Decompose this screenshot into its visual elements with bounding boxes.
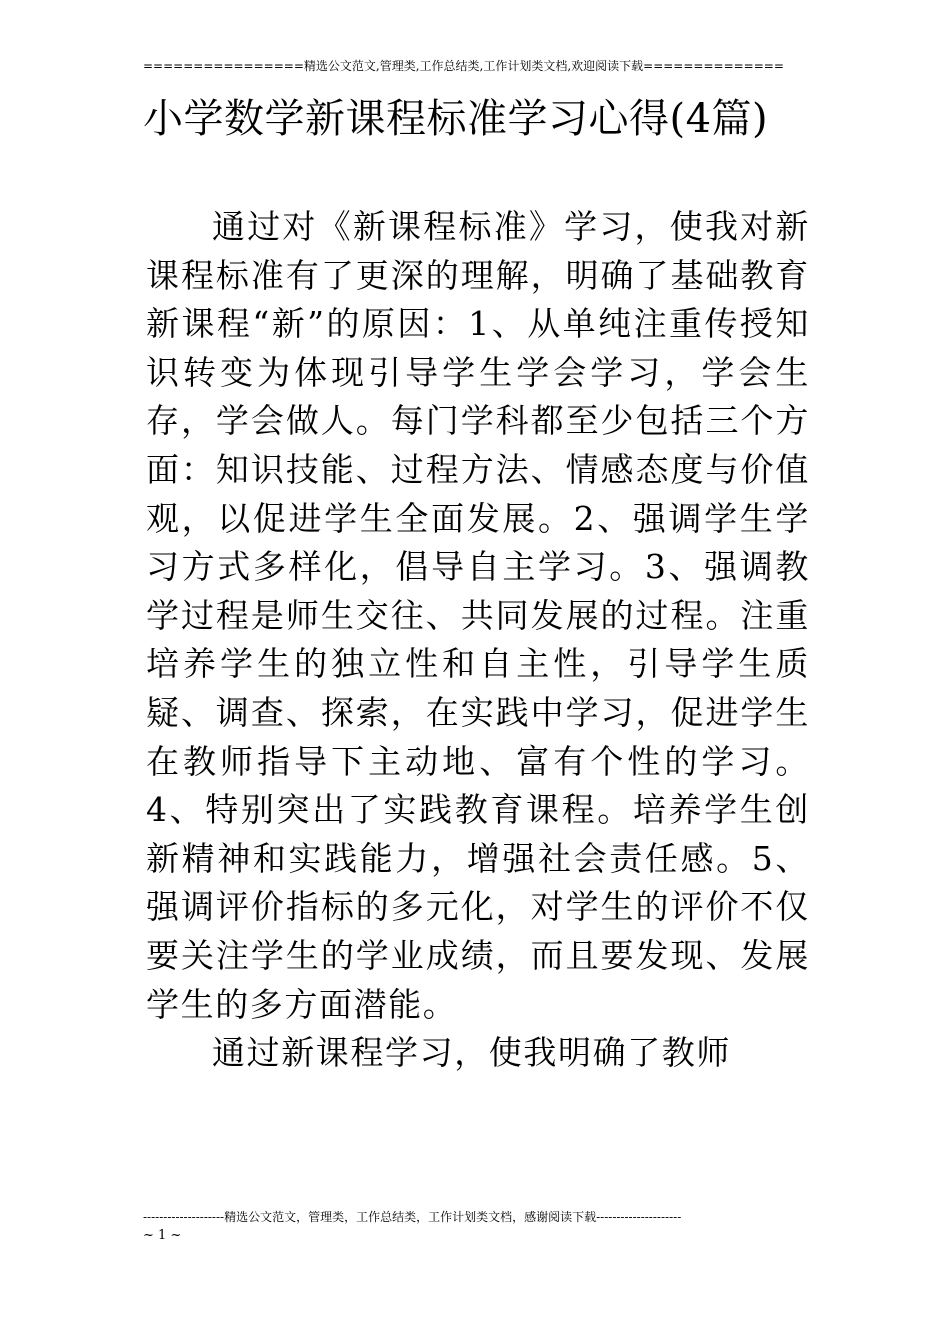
page-footer: --------------------精选公文范文，管理类，工作总结类，工作计划类文档，感谢阅读下载--------------------- <box>143 1210 682 1224</box>
document-body <box>146 203 810 1078</box>
body-paragraph: 通过对《新课程标准》学习，使我对新课程标准有了更深的理解，明确了基础教育新课程“新”的原因：1、从单纯注重传授知识转变为体现引导学生学会学习，学会生存，学会做人。每门学科都至少包括三个方面：知识技能、过程方法、情感态度与价值观，以促进学生全面发展。2、强调学生学习方式多样化，倡导自主学习。3、强调教学过程是师生交往、共同发展的过程。注重培养学生的独立性和自主性，引导学生质疑、调查、探索，在实践中学习，促进学生在教师指导下主动地、富有个性的学习。4、特别突出了实践教育课程。培养学生创新精神和实践能力，增强社会责任感。5、强调评价指标的多元化，对学生的评价不仅要关注学生的学业成绩，而且要发现、发展学生的多方面潜能。 <box>146 207 810 1024</box>
page-number: ~ 1 ~ <box>143 1228 182 1243</box>
document-title: 小学数学新课程标准学习心得(4篇) <box>143 96 769 142</box>
page-header: ================精选公文范文,管理类,工作总结类,工作计划类文档,欢迎阅读下载============== <box>143 59 784 73</box>
body-paragraph: 通过新课程学习，使我明确了教师 <box>212 1033 731 1073</box>
